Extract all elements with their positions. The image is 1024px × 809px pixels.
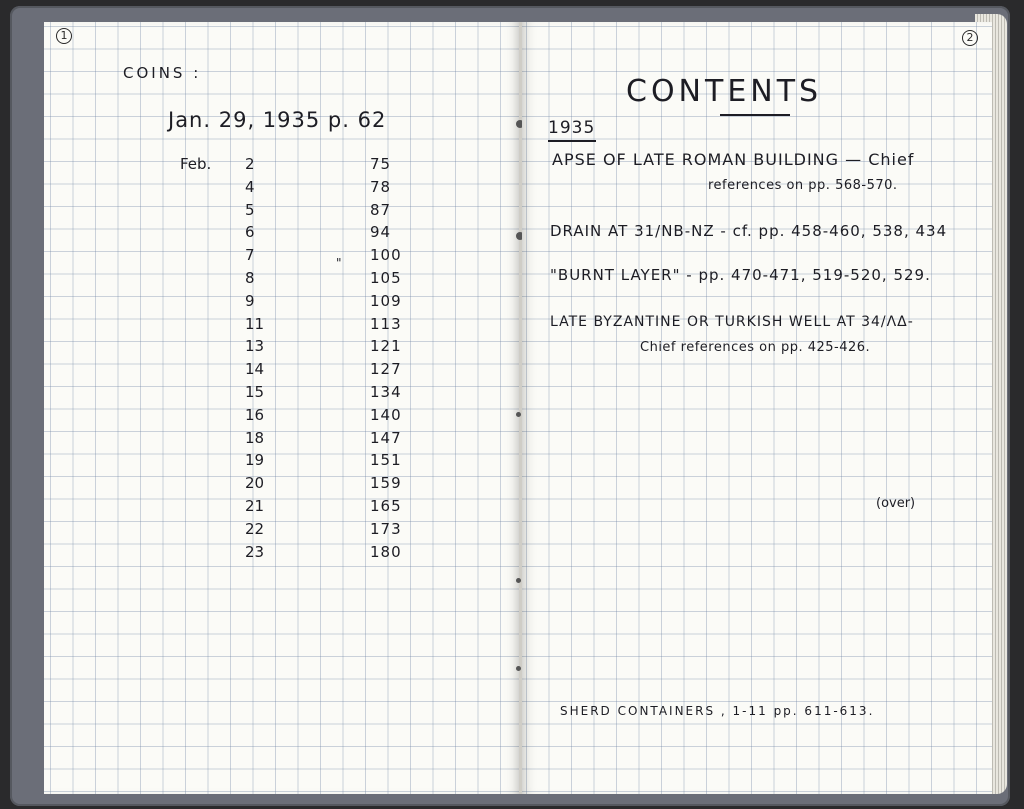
date-cell: 11 [245,314,265,333]
page-cell: 147 [370,428,402,447]
page-cell: 75 [370,155,392,173]
page-cell: 180 [370,542,402,561]
page-cell: 105 [370,269,402,287]
page-cell: 100 [370,246,402,265]
page-cell: 159 [370,474,402,493]
entry-3-line-1: "BURNT LAYER" - pp. 470-471, 519-520, 529. [550,266,931,284]
entry-1-line-2: references on pp. 568-570. [708,178,898,193]
binding-stitch [516,578,521,583]
date-cell: 2 [245,155,255,173]
title-underline [720,114,790,116]
page-cell: 109 [370,291,402,310]
page-cell: 127 [370,360,402,379]
binding-stitch [516,666,521,671]
date-cell: 16 [245,405,265,424]
date-cell: 21 [245,497,265,515]
right-page-number: 2 [962,30,978,46]
first-date-line: Jan. 29, 1935 p. 62 [168,108,387,132]
entry-4-line-2: Chief references on pp. 425-426. [640,340,871,355]
date-cell: 13 [245,337,265,356]
date-cell: 15 [245,383,265,401]
over-note: (over) [876,496,916,511]
date-cell: 18 [245,428,265,447]
left-page-number: 1 [56,28,72,44]
page-cell: 151 [370,451,402,470]
date-cell: 8 [245,269,255,287]
ditto-mark: " [336,256,342,270]
year-underline [548,140,596,142]
page-cell: 173 [370,519,402,538]
date-cell: 7 [245,246,255,265]
page-cell: 87 [370,200,392,219]
entry-1-line-1: APSE OF LATE ROMAN BUILDING — Chief [552,150,915,169]
page-cell: 121 [370,337,402,356]
date-cell: 20 [245,474,265,493]
date-cell: 5 [245,200,255,219]
entry-4-line-1: LATE BYZANTINE OR TURKISH WELL AT 34/ΛΔ- [550,314,914,330]
date-cell: 19 [245,451,265,470]
page-cell: 94 [370,223,392,242]
date-cell: 22 [245,519,265,538]
page-cell: 140 [370,405,402,424]
entry-2-line-1: DRAIN AT 31/NB-NZ - cf. pp. 458-460, 538, 434 [550,222,948,240]
footer-line: SHERD CONTAINERS , 1-11 pp. 611-613. [560,704,875,718]
date-cell: 4 [245,177,255,196]
page-cell: 78 [370,177,392,196]
page-cell: 165 [370,497,402,515]
date-cell: 6 [245,223,255,242]
page-cell: 134 [370,383,402,401]
date-cell: 14 [245,360,265,379]
date-cell: 23 [245,542,265,561]
date-cell: 9 [245,291,255,310]
binding-stitch [516,412,521,417]
contents-title: CONTENTS [626,74,823,109]
year-heading: 1935 [548,118,596,138]
coins-heading: COINS : [123,64,202,82]
month-label: Feb. [180,155,212,173]
page-cell: 113 [370,314,402,333]
